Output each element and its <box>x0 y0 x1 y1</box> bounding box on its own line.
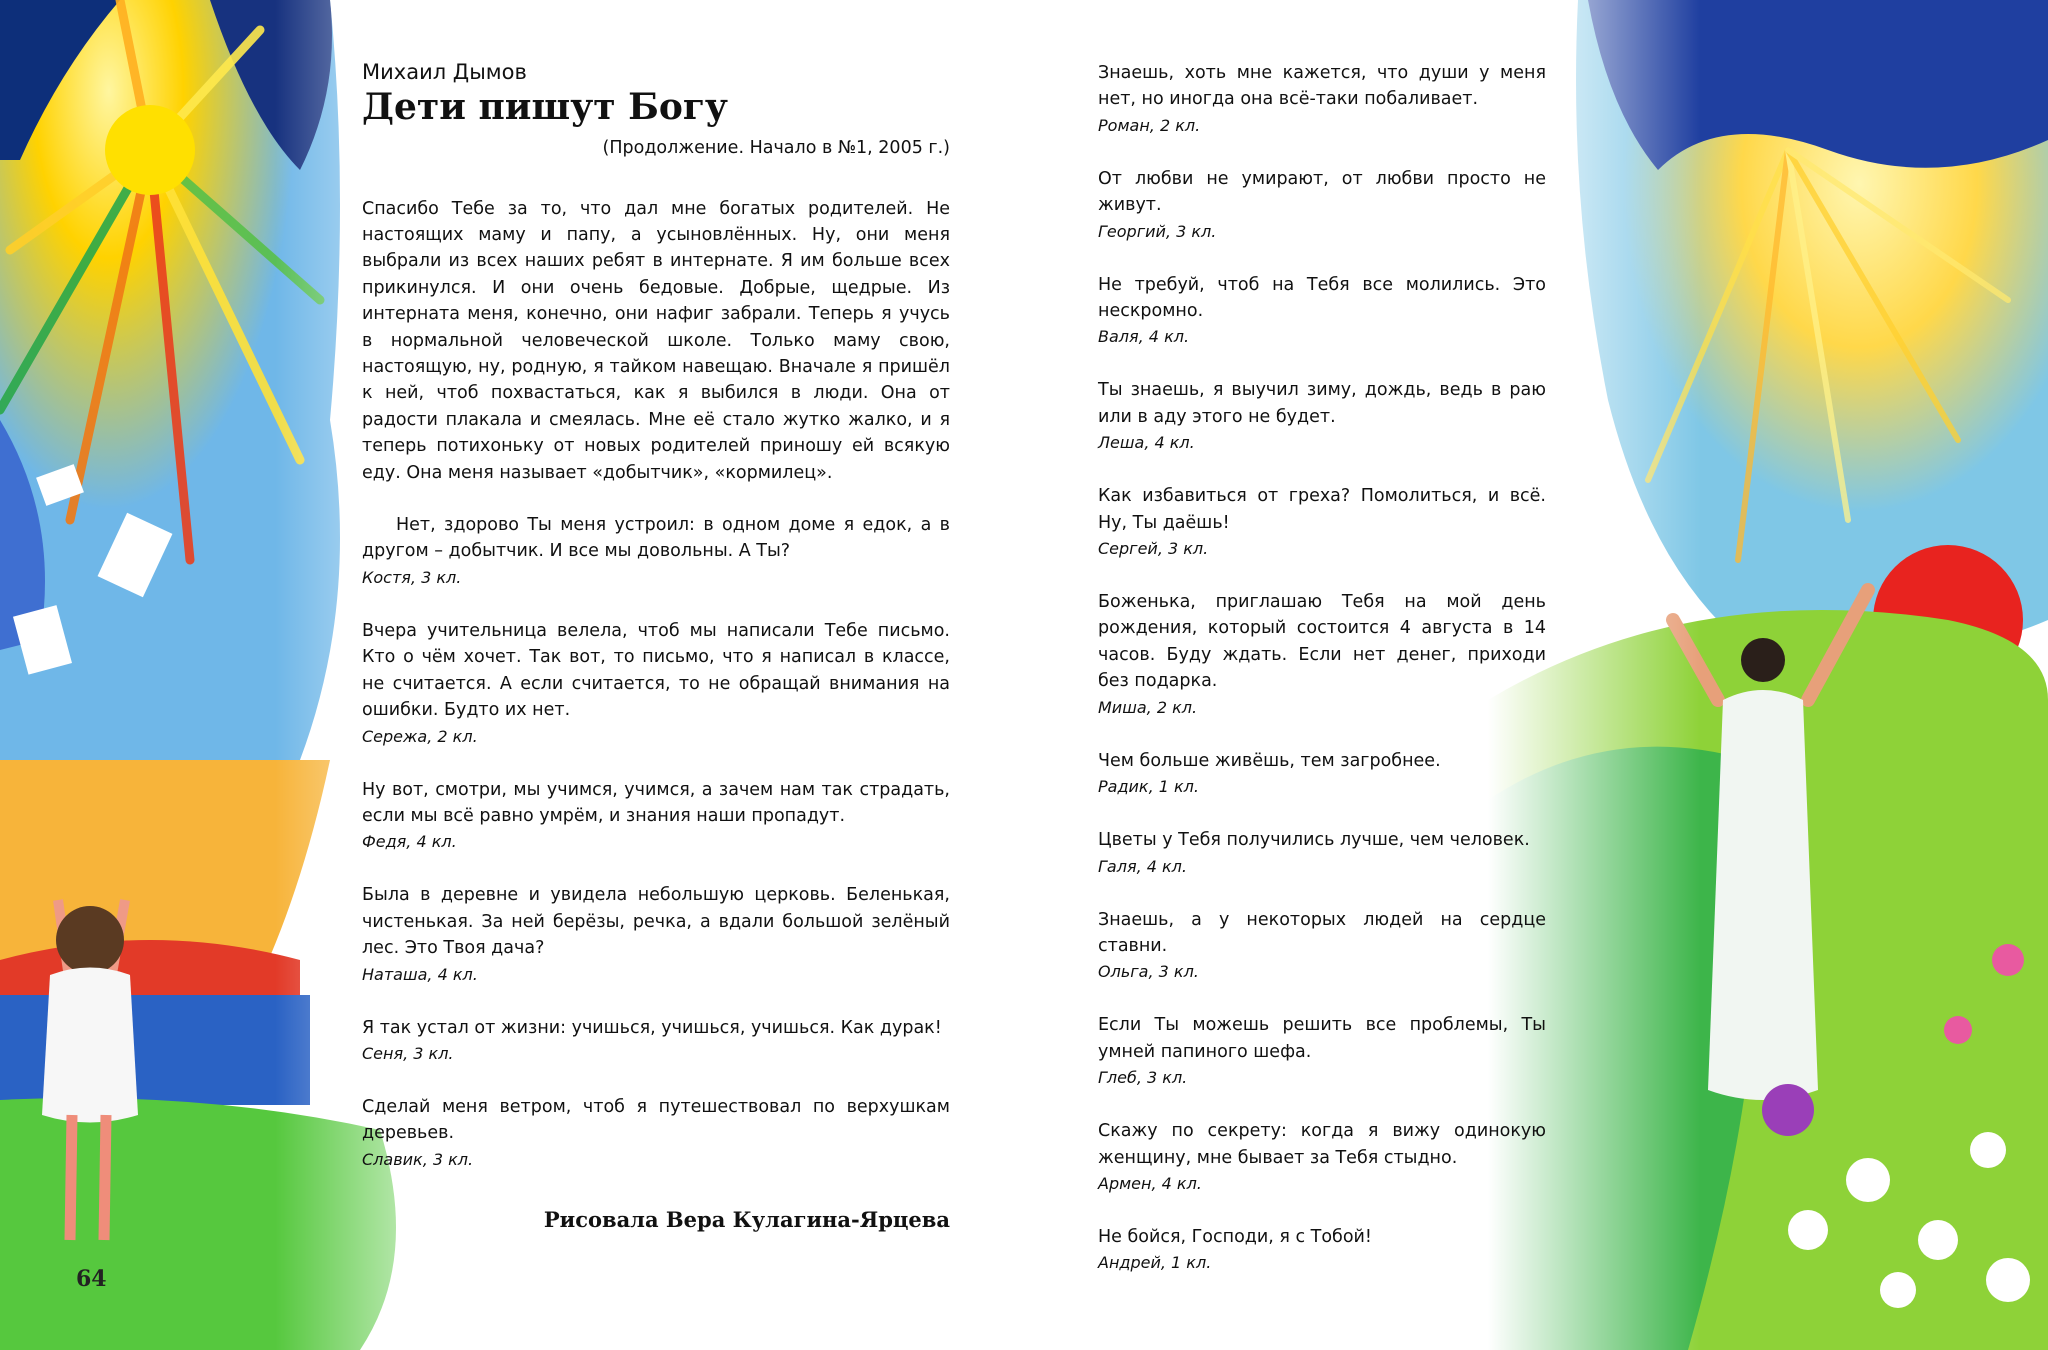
letter-signature: Роман, 2 кл. <box>1098 115 1201 135</box>
letter-signature: Федя, 4 кл. <box>362 832 457 852</box>
letter-signature: Георгий, 3 кл. <box>1098 221 1217 241</box>
letter-signature: Андрей, 1 кл. <box>1098 1253 1212 1273</box>
letter-signature: Валя, 4 кл. <box>1098 327 1190 347</box>
right-illustration <box>1488 0 2048 1350</box>
letter-text: Спасибо Тебе за то, что дал мне богатых родителей. Не настоящих маму и папу, а усыновлённых. Ну, они меня выбрали из всех наших ребят в интернате. Я им больше всех прикинулся. И они очень бедовые. Добрые, щедрые. Из интерната меня, конечно, они нафиг забрали. Теперь я учусь в нормальной человеческой школе. Только маму свою, настоящую, ну, родную, я тайком навещаю. Вначале я пришёл к ней, чтоб похвастаться, как я выбился в люди. Она от радости плакала и смеялась. Мне её стало жутко жалко, и я теперь потихоньку от новых родителей приношу ей всякую еду. Она меня называет «добытчик», «кормилец». <box>362 198 950 483</box>
article-title: Дети пишут Богу <box>362 86 728 128</box>
letter-signature: Радик, 1 кл. <box>1098 777 1199 797</box>
illustrator-credit: Рисовала Вера Кулагина-Ярцева <box>543 1206 950 1232</box>
letter-text: Я так устал от жизни: учишься, учишься, учишься. Как дурак! <box>362 1017 942 1038</box>
letter-text: Чем больше живёшь, тем загробнее. <box>1098 750 1441 771</box>
letter-text: Цветы у Тебя получились лучше, чем человек. <box>1098 830 1530 851</box>
left-text-column <box>362 60 950 1232</box>
letter-text: Как избавиться от греха? Помолиться, и всё. Ну, Ты даёшь! <box>1098 486 1546 533</box>
letter-signature: Галя, 4 кл. <box>1098 856 1187 876</box>
letter-signature: Леша, 4 кл. <box>1098 433 1195 453</box>
letter-signature: Ольга, 3 кл. <box>1098 962 1199 982</box>
letter-signature: Армен, 4 кл. <box>1098 1173 1202 1193</box>
article-author: Михаил Дымов <box>362 60 527 84</box>
letter-text: Знаешь, хоть мне кажется, что души у меня нет, но иногда она всё-таки побаливает. <box>1098 63 1546 110</box>
right-illustration-svg <box>1488 0 2048 1350</box>
letter-text: Если Ты можешь решить все проблемы, Ты умней папиного шефа. <box>1098 1015 1546 1062</box>
letter-text: Знаешь, а у некоторых людей на сердце ставни. <box>1098 909 1546 956</box>
letter-signature: Славик, 3 кл. <box>362 1149 474 1169</box>
letter-signature: Сережа, 2 кл. <box>362 726 478 746</box>
letter-text: Была в деревне и увидела небольшую церковь. Беленькая, чистенькая. За ней берёзы, речка, а вдали большой зелёный лес. Это Твоя дача? <box>362 885 950 959</box>
letter-text: Не бойся, Господи, я с Тобой! <box>1098 1226 1372 1247</box>
letter-text: Нет, здорово Ты меня устроил: в одном доме я едок, а в другом – добытчик. И все мы довольны. А Ты? <box>362 515 950 562</box>
letter-text: Ну вот, смотри, мы учимся, учимся, а зачем нам так страдать, если мы всё равно умрём, и знания наши пропадут. <box>362 779 950 826</box>
letter-text: Ты знаешь, я выучил зиму, дождь, ведь в раю или в аду этого не будет. <box>1098 380 1546 427</box>
letter-text: Вчера учительница велела, чтоб мы написали Тебе письмо. Кто о чём хочет. Так вот, то письмо, что я написал в классе, не считается. А если считается, то не обращай внимания на ошибки. Будто их нет. <box>362 620 950 721</box>
letter-signature: Сеня, 3 кл. <box>362 1043 454 1063</box>
letter-signature: Сергей, 3 кл. <box>1098 539 1209 559</box>
page-number: 64 <box>76 1266 107 1292</box>
letter-text: От любви не умирают, от любви просто не живут. <box>1098 168 1546 216</box>
letter-text: Не требуй, чтоб на Тебя все молились. Это нескромно. <box>1098 274 1546 322</box>
letter-signature: Наташа, 4 кл. <box>362 964 478 984</box>
letter-text: Сделай меня ветром, чтоб я путешествовал по верхушкам деревьев. <box>362 1096 950 1144</box>
right-text-column <box>1098 60 1546 1303</box>
letter-text: Скажу по секрету: когда я вижу одинокую женщину, мне бывает за Тебя стыдно. <box>1098 1121 1546 1168</box>
letter-signature: Миша, 2 кл. <box>1098 697 1198 717</box>
letter-text: Боженька, приглашаю Тебя на мой день рождения, который состоится 4 августа в 14 часов. Буду ждать. Если нет денег, приходи без подарка. <box>1098 592 1546 692</box>
letter-signature: Глеб, 3 кл. <box>1098 1068 1188 1088</box>
article-subtitle: (Продолжение. Начало в №1, 2005 г.) <box>602 137 950 158</box>
letter-signature: Костя, 3 кл. <box>362 567 462 587</box>
